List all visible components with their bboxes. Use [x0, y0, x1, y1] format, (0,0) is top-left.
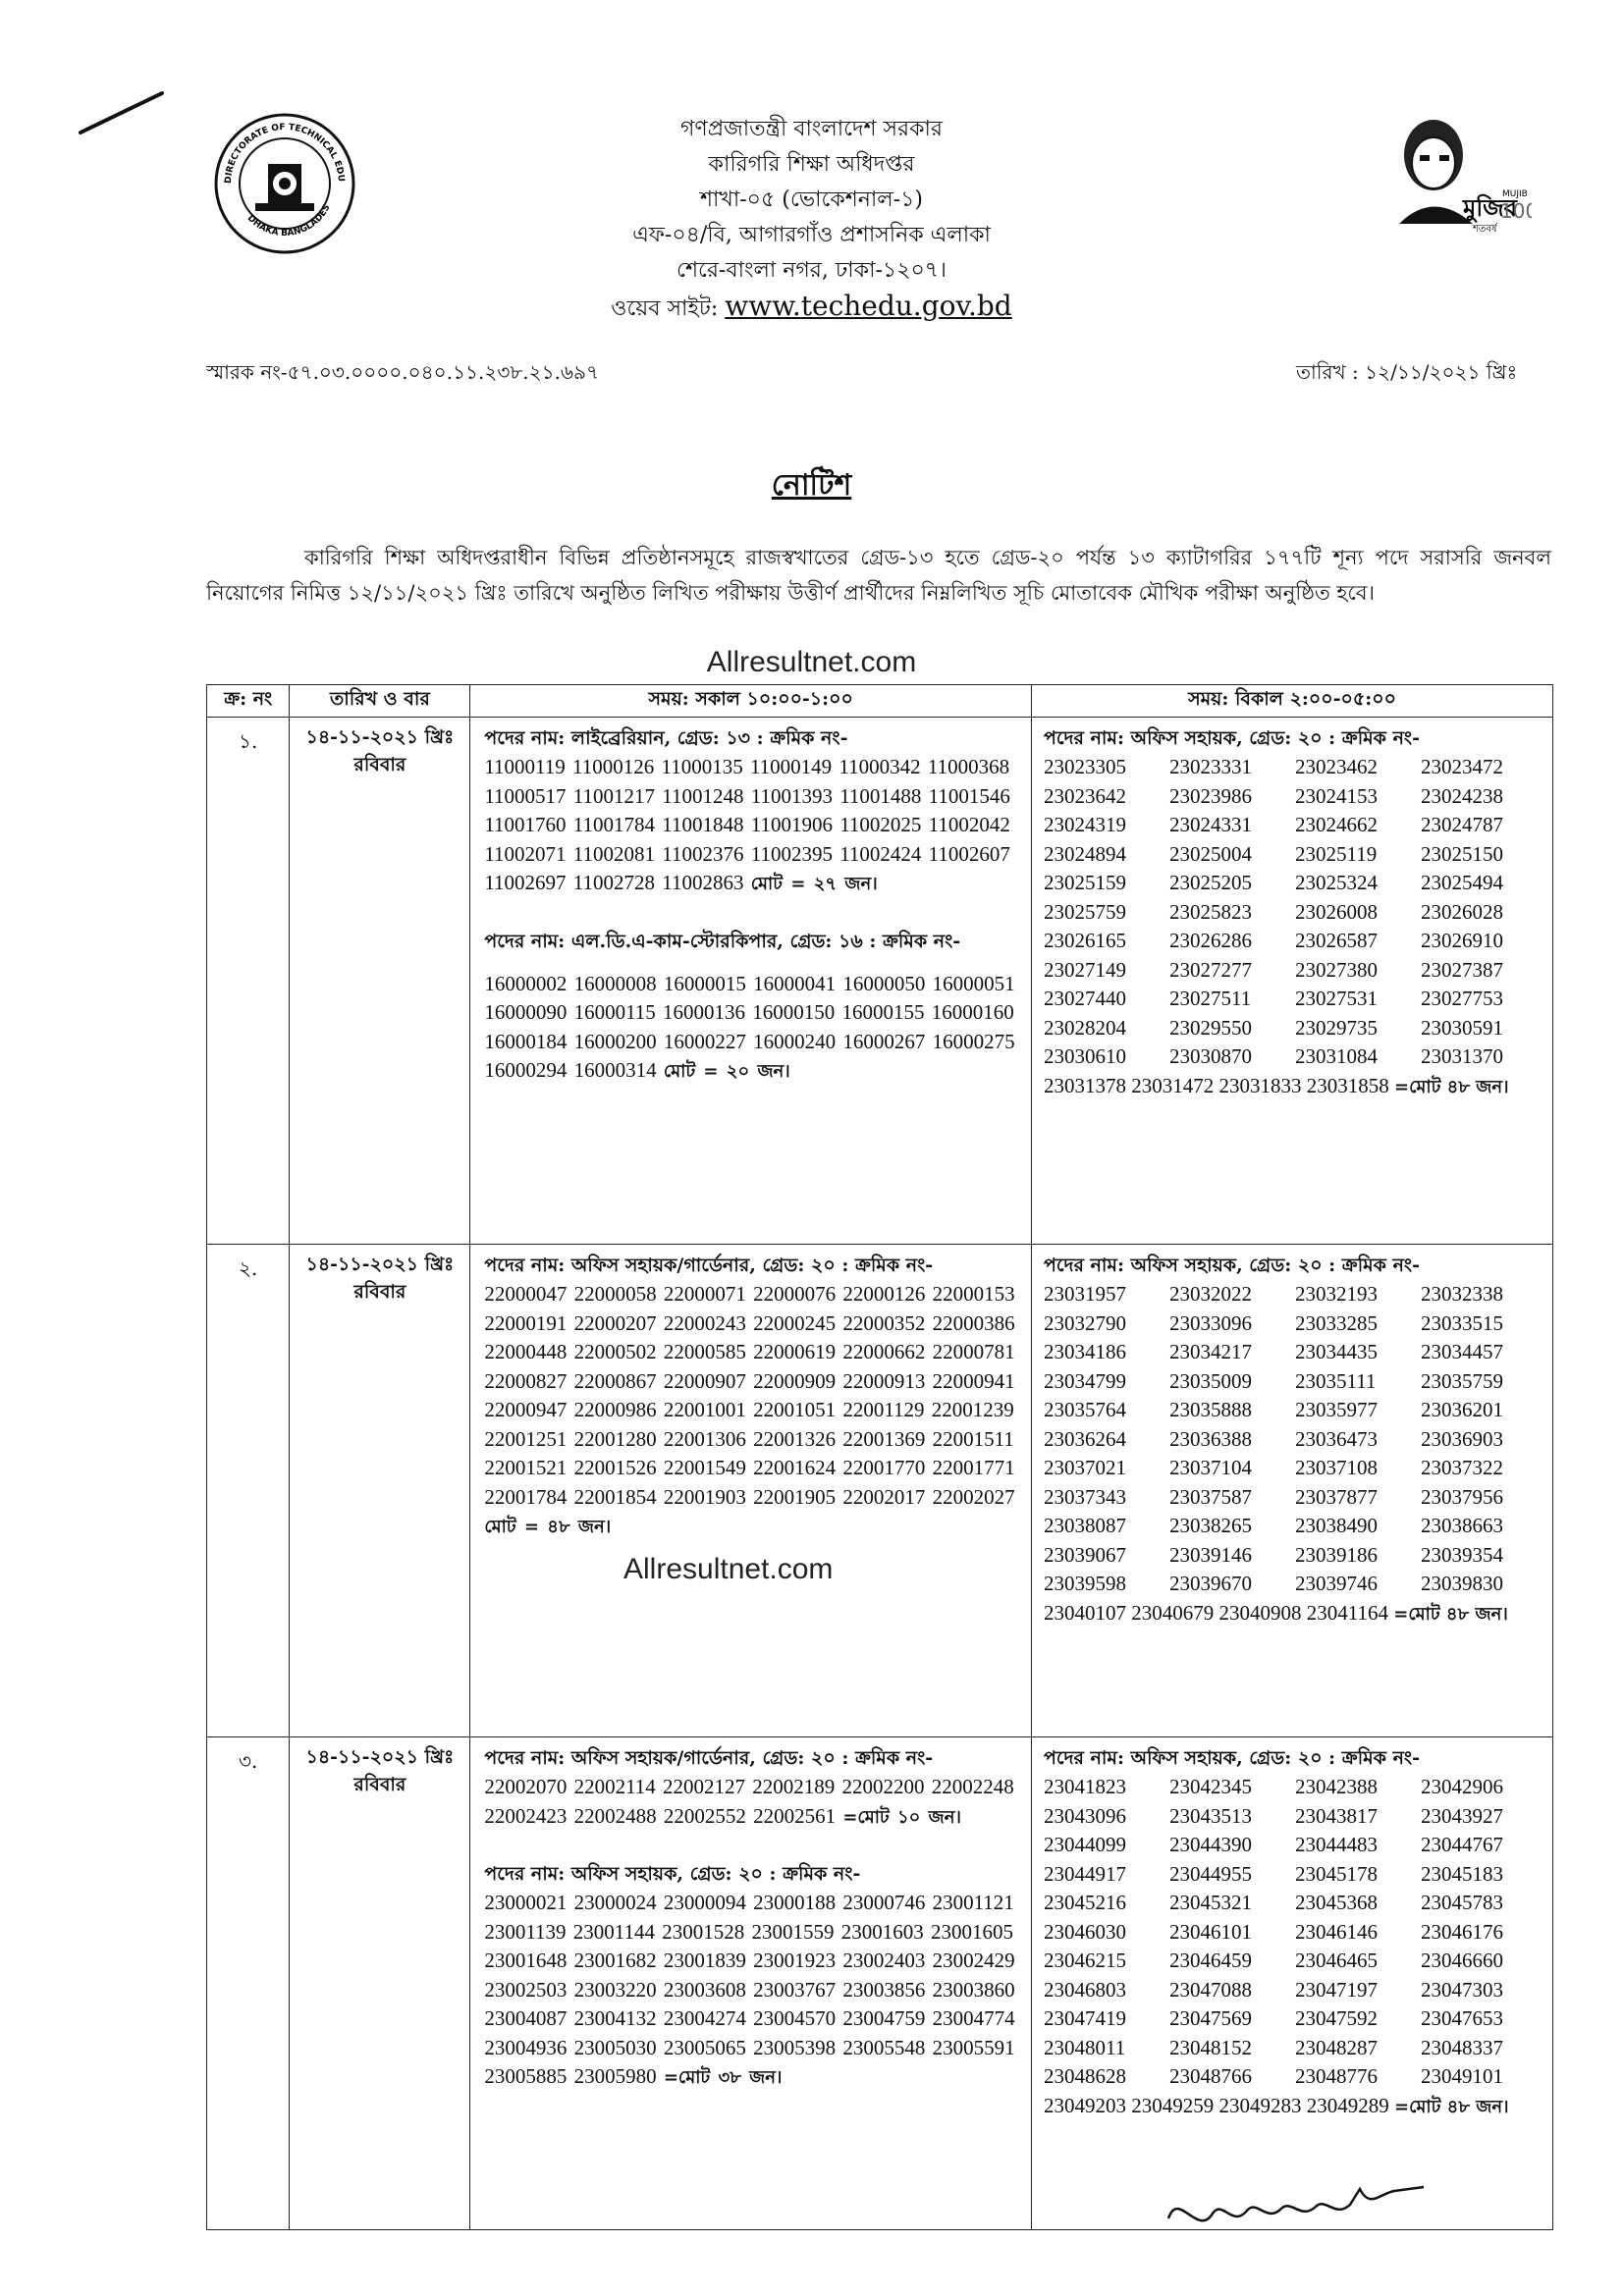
roll-number: 23045368 [1295, 1891, 1378, 1914]
roll-number: 23036473 [1295, 1426, 1378, 1451]
notice-title: নোটিশ [771, 468, 852, 503]
roll-number: 23030591 [1421, 1015, 1503, 1040]
roll-number: 23027277 [1169, 957, 1252, 982]
col-header-morning: সময়: সকাল ১০:০০-১:০০ [470, 685, 1032, 718]
roll-number: 23044099 [1044, 1833, 1126, 1856]
row-serial: ৩. [207, 1737, 290, 2230]
roll-number: 23032338 [1421, 1282, 1503, 1306]
roll-number: 23043513 [1169, 1803, 1252, 1828]
roll-numbers: 16000002 16000008 16000015 16000041 16000050 16000051 16000090 16000115 16000136 16000150 16000155 16000160 16000184 16000200 16000227 16000240 16000267 16000275 16000294 16000314 মোট = ২০ জন। [484, 971, 1015, 1082]
table-row [207, 718, 1553, 1245]
roll-number: 23048766 [1169, 2064, 1252, 2088]
roll-number: 23027440 [1044, 987, 1126, 1010]
roll-numbers: 22002070 22002114 22002127 22002189 22002200 22002248 22002423 22002488 22002552 22002561 =মোট ১০ জন। [484, 1775, 1014, 1828]
roll-number: 23025159 [1044, 871, 1126, 894]
afternoon-cell [1032, 1737, 1553, 2230]
total-count: =মোট ৪৮ জন। [1394, 2096, 1509, 2117]
roll-number: 23039146 [1169, 1542, 1252, 1567]
total-count: মোট = ২৭ জন। [750, 874, 878, 894]
roll-number: 23033096 [1169, 1310, 1252, 1335]
row-date: ১৪-১১-২০২১ খ্রিঃ [305, 726, 455, 748]
roll-number: 23032022 [1169, 1282, 1252, 1306]
row-serial: ২. [207, 1245, 290, 1737]
roll-number: 23045321 [1169, 1891, 1252, 1914]
roll-number-grid [1044, 1280, 1546, 1599]
total-count: =মোট ৪৮ জন। [1393, 1603, 1508, 1625]
watermark-top: Allresultnet.com [706, 646, 917, 678]
mujib-text-en: MUJIB [1502, 189, 1528, 199]
header-government: গণপ্রজাতন্ত্রী বাংলাদেশ সরকার [679, 117, 944, 141]
roll-number: 23025150 [1421, 841, 1503, 866]
roll-number: 23034435 [1295, 1340, 1378, 1363]
roll-number: 23025119 [1295, 841, 1378, 866]
roll-number: 23047653 [1421, 2006, 1503, 2030]
roll-number: 23026008 [1295, 899, 1378, 924]
roll-number: 23030870 [1169, 1044, 1252, 1068]
roll-number: 23026910 [1421, 929, 1503, 952]
roll-number: 23042906 [1421, 1775, 1503, 1798]
mujib-text: মুজিব [1463, 194, 1518, 222]
col-header-serial: ক্র: নং [207, 685, 290, 718]
roll-number: 23048337 [1421, 2035, 1503, 2059]
roll-number-grid [1044, 1773, 1546, 2092]
roll-number: 23035977 [1295, 1398, 1378, 1421]
roll-number: 23039670 [1169, 1572, 1252, 1595]
roll-number: 23046030 [1044, 1919, 1126, 1944]
table-row [207, 1737, 1553, 2230]
header-branch: শাখা-০৫ (ভোকেশনাল-১) [700, 187, 923, 212]
header-directorate: কারিগরি শিক্ষা অধিদপ্তর [708, 152, 915, 177]
roll-number: 23033515 [1421, 1310, 1503, 1335]
total-count: মোট = ৪৮ জন। [484, 1517, 612, 1537]
roll-number: 23037108 [1295, 1456, 1378, 1479]
total-count: =মোট ৩৮ জন। [663, 2067, 783, 2088]
roll-number: 23037021 [1044, 1456, 1126, 1479]
roll-number: 23038663 [1421, 1514, 1503, 1537]
roll-number: 23047303 [1421, 1977, 1503, 2002]
row-date-cell [290, 1245, 470, 1737]
roll-numbers-tail: 23049203 23049259 23049283 23049289 =মোট ৪৮ জন। [1044, 2093, 1509, 2117]
roll-number: 23043927 [1421, 1803, 1503, 1828]
roll-number: 23031957 [1044, 1282, 1126, 1306]
roll-numbers: 11000119 11000126 11000135 11000149 11000342 11000368 11000517 11001217 11001248 11001393 11001488 11001546 11001760 11001784 11001848 11001906 11002025 11002042 11002071 11002081 11002376 11002395 11002424 11002607 11002697 11002728 11002863 মোট = ২৭ জন। [484, 755, 1010, 894]
roll-number: 23046465 [1295, 1949, 1378, 1972]
roll-number: 23023642 [1044, 783, 1126, 808]
table-header-row [207, 685, 1553, 718]
logo-text-bottom: DHAKA BANGLADES [244, 202, 333, 239]
schedule-table [206, 684, 1553, 2230]
roll-number: 23035764 [1044, 1398, 1126, 1421]
roll-number: 23037877 [1295, 1484, 1378, 1509]
roll-number: 23027380 [1295, 957, 1378, 982]
roll-number: 23036388 [1169, 1426, 1252, 1451]
roll-number: 23024787 [1421, 813, 1503, 836]
roll-number: 23046101 [1169, 1919, 1252, 1944]
roll-number: 23046459 [1169, 1949, 1252, 1972]
roll-number: 23031370 [1421, 1044, 1503, 1068]
roll-number: 23024238 [1421, 783, 1503, 808]
roll-number: 23045183 [1421, 1861, 1503, 1886]
row-serial: ১. [207, 718, 290, 1245]
afternoon-cell [1032, 718, 1553, 1245]
roll-number: 23042388 [1295, 1775, 1378, 1798]
roll-number: 23027511 [1169, 987, 1252, 1010]
roll-number: 23041823 [1044, 1775, 1126, 1798]
roll-number: 23047569 [1169, 2006, 1252, 2030]
total-count: =মোট ১০ জন। [842, 1806, 961, 1828]
morning-cell [470, 1737, 1032, 2230]
roll-number: 23038087 [1044, 1514, 1126, 1537]
roll-numbers: 23000021 23000024 23000094 23000188 23000746 23001121 23001139 23001144 23001528 23001559 23001603 23001605 23001648 23001682 23001839 23001923 23002403 23002429 23002503 23003220 23003608 23003767 23003856 23003860 23004087 23004132 23004274 23004570 23004759 23004774 23004936 23005030 23005065 23005398 23005548 23005591 23005885 23005980 =মোট ৩৮ জন। [484, 1891, 1015, 2088]
roll-number-grid [1044, 753, 1546, 1072]
roll-number: 23037956 [1421, 1484, 1503, 1509]
roll-number: 23044917 [1044, 1861, 1126, 1886]
row-date: ১৪-১১-২০২১ খ্রিঃ [305, 1254, 455, 1275]
roll-number: 23033285 [1295, 1310, 1378, 1335]
header-website [0, 289, 1623, 327]
roll-number: 23038490 [1295, 1514, 1378, 1537]
roll-number: 23028204 [1044, 1015, 1126, 1040]
col-header-date: তারিখ ও বার [290, 685, 470, 718]
roll-number: 23048011 [1044, 2035, 1126, 2059]
row-day: রবিবার [353, 1281, 406, 1303]
roll-number: 23037343 [1044, 1484, 1126, 1509]
roll-number: 23025004 [1169, 841, 1252, 866]
shotoborsho-text: শতবর্ষ [1473, 224, 1497, 235]
roll-number: 23023472 [1421, 755, 1503, 778]
roll-number: 23023462 [1295, 755, 1378, 778]
morning-cell [470, 718, 1032, 1245]
roll-number: 23039186 [1295, 1542, 1378, 1567]
notice-body: কারিগরি শিক্ষা অধিদপ্তরাধীন বিভিন্ন প্রতিষ্ঠানসমূহে রাজস্বখাতের গ্রেড-১৩ হতে গ্রেড-২০ পর্যন্ত ১৩ ক্যাটাগরির ১৭৭টি শূন্য পদে সরাসরি জনবল নিয়োগের নিমিত্ত ১২/১১/২০২১ খ্রিঃ তারিখে অনুষ্ঠিত লিখিত পরীক্ষায় উত্তীর্ণ প্রার্থীদের নিম্নলিখিত সূচি মোতাবেক মৌখিক পরীক্ষা অনুষ্ঠিত হবে। [206, 546, 1551, 605]
roll-number: 23044955 [1169, 1861, 1252, 1886]
roll-number: 23034217 [1169, 1340, 1252, 1363]
website-link[interactable]: www.techedu.gov.bd [725, 290, 1012, 322]
roll-number: 23030610 [1044, 1044, 1126, 1068]
post-title: পদের নাম: অফিস সহায়ক/গার্ডেনার, গ্রেড: ২০ : ক্রমিক নং- [484, 1255, 934, 1276]
post-title: পদের নাম: অফিস সহায়ক, গ্রেড: ২০ : ক্রমিক নং- [484, 1863, 861, 1885]
post-title: পদের নাম: অফিস সহায়ক, গ্রেড: ২০ : ক্রমিক নং- [1044, 1255, 1420, 1276]
roll-number: 23047197 [1295, 1977, 1378, 2002]
post-title: পদের নাম: অফিস সহায়ক, গ্রেড: ২০ : ক্রমিক নং- [1044, 727, 1420, 749]
roll-number: 23024153 [1295, 783, 1378, 808]
roll-number: 23039830 [1421, 1572, 1503, 1595]
roll-number: 23049101 [1421, 2064, 1503, 2088]
table-row [207, 1245, 1553, 1737]
roll-number: 23044767 [1421, 1833, 1503, 1856]
roll-numbers-tail: 23040107 23040679 23040908 23041164 =মোট ৪৮ জন। [1044, 1600, 1508, 1625]
post-title: পদের নাম: অফিস সহায়ক, গ্রেড: ২০ : ক্রমিক নং- [1044, 1747, 1420, 1769]
roll-number: 23047592 [1295, 2006, 1378, 2030]
post-title: পদের নাম: অফিস সহায়ক/গার্ডেনার, গ্রেড: ২০ : ক্রমিক নং- [484, 1747, 934, 1769]
signature [1159, 2169, 1434, 2248]
mujib-100-text: 100 [1500, 199, 1532, 223]
roll-number: 23044483 [1295, 1833, 1378, 1856]
roll-number: 23037587 [1169, 1484, 1252, 1509]
row-day: রবিবার [353, 754, 406, 775]
roll-number: 23024331 [1169, 813, 1252, 836]
roll-number: 23045783 [1421, 1891, 1503, 1914]
roll-number: 23025494 [1421, 871, 1503, 894]
roll-number: 23037104 [1169, 1456, 1252, 1479]
roll-number: 23036264 [1044, 1426, 1126, 1451]
roll-number: 23042345 [1169, 1775, 1252, 1798]
roll-numbers: 22000047 22000058 22000071 22000076 22000126 22000153 22000191 22000207 22000243 22000245 22000352 22000386 22000448 22000502 22000585 22000619 22000662 22000781 22000827 22000867 22000907 22000909 22000913 22000941 22000947 22000986 22001001 22001051 22001129 22001239 22001251 22001280 22001306 22001326 22001369 22001511 22001521 22001526 22001549 22001624 22001770 22001771 22001784 22001854 22001903 22001905 22002017 22002027 মোট = ৪৮ জন। [484, 1282, 1015, 1537]
header-address-1: এফ-০৪/বি, আগারগাঁও প্রশাসনিক এলাকা [632, 223, 991, 247]
roll-number: 23036903 [1421, 1426, 1503, 1451]
roll-number: 23034799 [1044, 1368, 1126, 1393]
roll-number: 23031084 [1295, 1044, 1378, 1068]
roll-number: 23025759 [1044, 899, 1126, 924]
total-count: =মোট ৪৮ জন। [1394, 1076, 1509, 1097]
roll-number: 23043817 [1295, 1803, 1378, 1828]
row-date-cell [290, 1737, 470, 2230]
roll-number: 23043096 [1044, 1803, 1126, 1828]
total-count: মোট = ২০ জন। [663, 1061, 790, 1082]
roll-number: 23035888 [1169, 1398, 1252, 1421]
roll-number: 23024662 [1295, 813, 1378, 836]
roll-numbers-tail: 23031378 23031472 23031833 23031858 =মোট ৪৮ জন। [1044, 1073, 1509, 1097]
roll-number: 23026028 [1421, 899, 1503, 924]
roll-number: 23026165 [1044, 929, 1126, 952]
roll-number: 23039067 [1044, 1542, 1126, 1567]
roll-number: 23045216 [1044, 1891, 1126, 1914]
roll-number: 23048287 [1295, 2035, 1378, 2059]
roll-number: 23048628 [1044, 2064, 1126, 2088]
roll-number: 23029735 [1295, 1015, 1378, 1040]
roll-number: 23035009 [1169, 1368, 1252, 1393]
website-label: ওয়েব সাইট: [611, 296, 719, 321]
logo-text-top: DIRECTORATE OF TECHNICAL EDU [223, 122, 347, 185]
col-header-afternoon: সময়: বিকাল ২:০০-০৫:০০ [1032, 685, 1553, 718]
roll-number: 23039598 [1044, 1572, 1126, 1595]
row-day: রবিবার [353, 1774, 406, 1795]
watermark-middle: Allresultnet.com [623, 1553, 834, 1585]
roll-number: 23025823 [1169, 899, 1252, 924]
header-address-2: শেরে-বাংলা নগর, ঢাকা-১২০৭। [676, 258, 947, 283]
roll-number: 23029550 [1169, 1015, 1252, 1040]
roll-number: 23025205 [1169, 871, 1252, 894]
roll-number: 23032193 [1295, 1282, 1378, 1306]
roll-number: 23027753 [1421, 987, 1503, 1010]
roll-number: 23026286 [1169, 929, 1252, 952]
notice-date: তারিখ : ১২/১১/২০২১ খ্রিঃ [1296, 360, 1518, 384]
roll-number: 23046176 [1421, 1919, 1503, 1944]
roll-number: 23048152 [1169, 2035, 1252, 2059]
post-title: পদের নাম: এল.ডি.এ-কাম-স্টোরকিপার, গ্রেড: ১৬ : ক্রমিক নং- [484, 930, 961, 952]
roll-number: 23039746 [1295, 1572, 1378, 1595]
roll-number: 23045178 [1295, 1861, 1378, 1886]
roll-number: 23032790 [1044, 1310, 1126, 1335]
roll-number: 23025324 [1295, 871, 1378, 894]
roll-number: 23036201 [1421, 1398, 1503, 1421]
row-date: ১৪-১১-২০২১ খ্রিঃ [305, 1746, 455, 1768]
roll-number: 23023986 [1169, 783, 1252, 808]
memo-number: স্মারক নং-৫৭.০৩.০০০০.০৪০.১১.২৩৮.২১.৬৯৭ [206, 360, 599, 384]
roll-number: 23035759 [1421, 1368, 1503, 1393]
post-title: পদের নাম: লাইব্রেরিয়ান, গ্রেড: ১৩ : ক্রমিক নং- [484, 727, 848, 749]
roll-number: 23047419 [1044, 2006, 1126, 2030]
roll-number: 23048776 [1295, 2064, 1378, 2088]
morning-cell [470, 1245, 1032, 1737]
roll-number: 23024319 [1044, 813, 1126, 836]
roll-number: 23026587 [1295, 929, 1378, 952]
roll-number: 23034186 [1044, 1340, 1126, 1363]
roll-number: 23044390 [1169, 1833, 1252, 1856]
afternoon-cell [1032, 1245, 1553, 1737]
roll-number: 23034457 [1421, 1340, 1503, 1363]
roll-number: 23047088 [1169, 1977, 1252, 2002]
roll-number: 23027149 [1044, 957, 1126, 982]
row-date-cell [290, 718, 470, 1245]
roll-number: 23046215 [1044, 1949, 1126, 1972]
roll-number: 23024894 [1044, 841, 1126, 866]
roll-number: 23035111 [1295, 1368, 1377, 1393]
roll-number: 23037322 [1421, 1456, 1503, 1479]
roll-number: 23046803 [1044, 1977, 1126, 2002]
roll-number: 23027531 [1295, 987, 1378, 1010]
roll-number: 23046660 [1421, 1949, 1503, 1972]
roll-number: 23027387 [1421, 957, 1503, 982]
roll-number: 23039354 [1421, 1542, 1503, 1567]
roll-number: 23038265 [1169, 1514, 1252, 1537]
roll-number: 23023305 [1044, 755, 1126, 778]
roll-number: 23023331 [1169, 755, 1252, 778]
roll-number: 23046146 [1295, 1919, 1378, 1944]
